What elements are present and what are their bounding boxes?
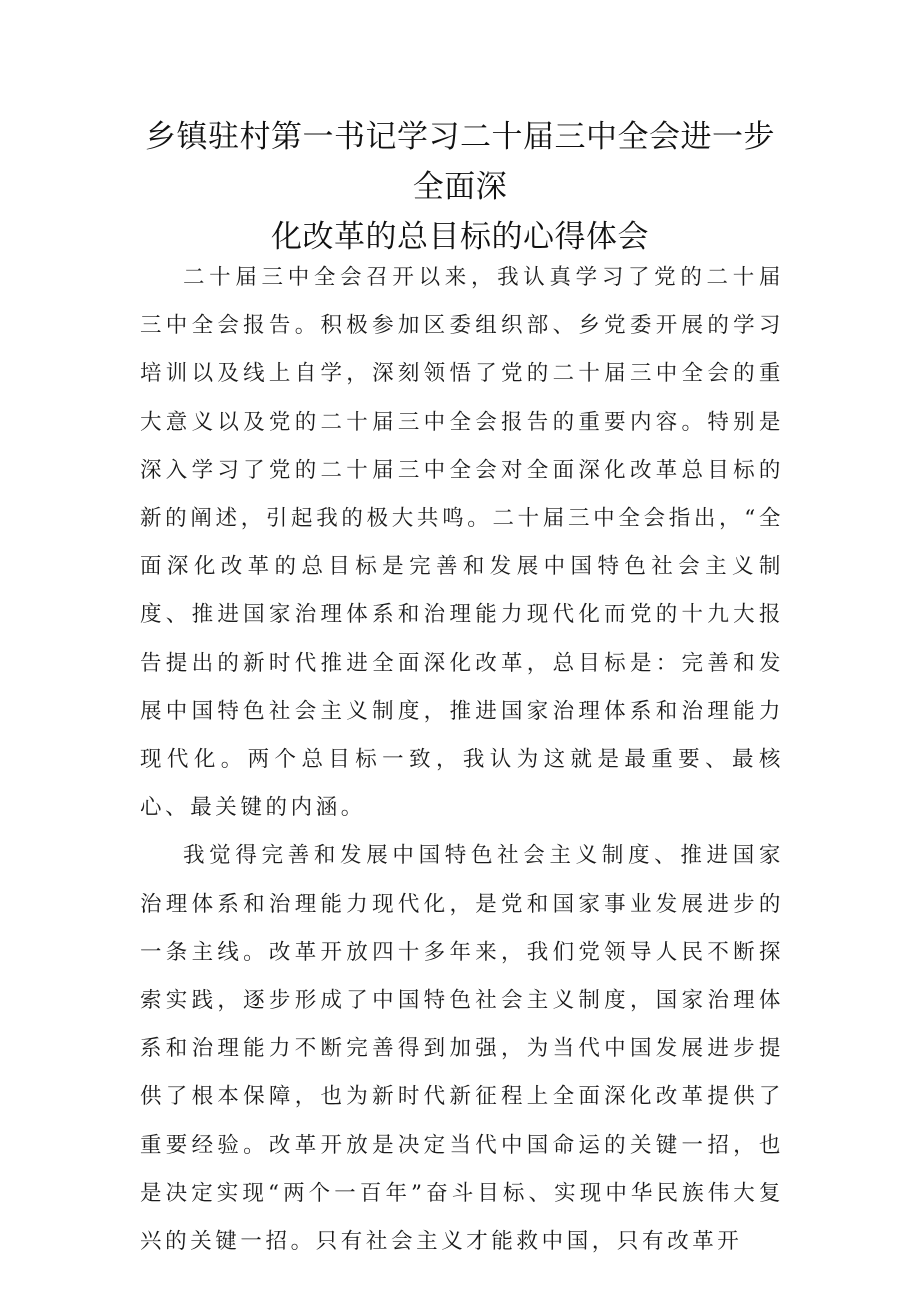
title-line-1: 乡镇驻村第一书记学习二十届三中全会进一步全面深 [145,119,775,205]
paragraph-1: 二十届三中全会召开以来，我认真学习了党的二十届三中全会报告。积极参加区委组织部、乡党委开展的学习培训以及线上自学，深刻领悟了党的二十届三中全会的重大意义以及党的二十届三中全会报告的重要内容。特别是深入学习了党的二十届三中全会对全面深化改革总目标的新的阐述，引起我的极大共鸣。二十届三中全会指出，“全面深化改革的总目标是完善和发展中国特色社会主义制度、推进国家治理体系和治理能力现代化而党的十九大报告提出的新时代推进全面深化改革，总目标是：完善和发展中国特色社会主义制度，推进国家治理体系和治理能力现代化。两个总目标一致，我认为这就是最重要、最核心、最关键的内涵。 [140,265,784,821]
document-title [140,112,780,262]
title-line-2: 化改革的总目标的心得体会 [271,219,649,255]
document-body [140,254,784,1266]
paragraph-2: 我觉得完善和发展中国特色社会主义制度、推进国家治理体系和治理能力现代化，是党和国家事业发展进步的一条主线。改革开放四十多年来，我们党领导人民不断探索实践，逐步形成了中国特色社会主义制度，国家治理体系和治理能力不断完善得到加强，为当代中国发展进步提供了根本保障，也为新时代新征程上全面深化改革提供了重要经验。改革开放是决定当代中国命运的关键一招，也是决定实现“两个一百年”奋斗目标、实现中华民族伟大复兴的关键一招。只有社会主义才能救中国，只有改革开 [140,843,784,1255]
